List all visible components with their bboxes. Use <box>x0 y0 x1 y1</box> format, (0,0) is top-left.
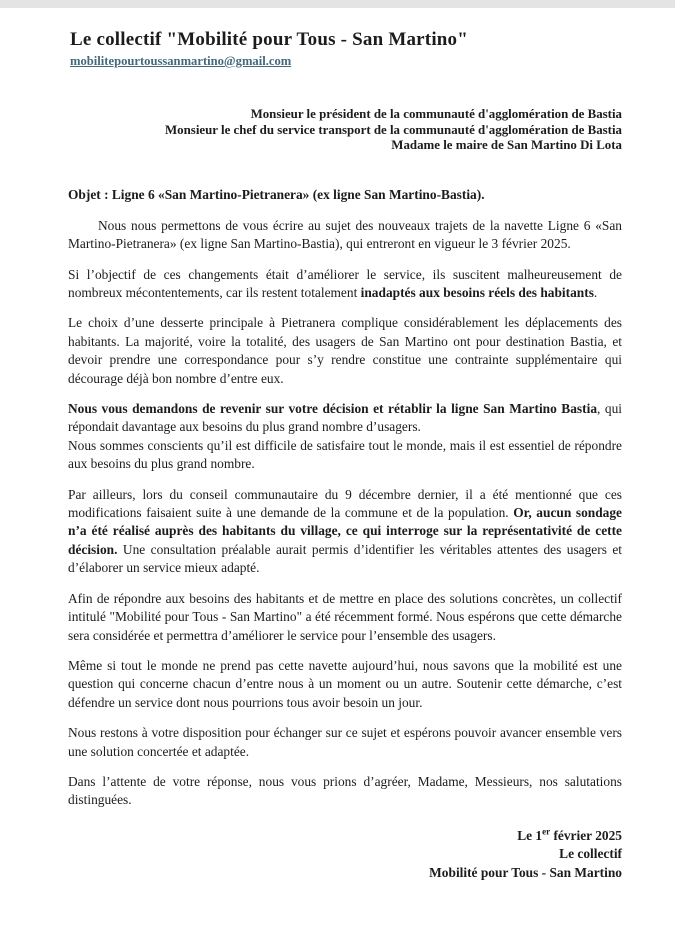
paragraph <box>68 314 622 388</box>
ordinal-superscript: er <box>542 826 551 837</box>
recipient-line: Monsieur le chef du service transport de la communauté d'agglomération de Bastia <box>165 122 622 137</box>
subject-line: Objet : Ligne 6 «San Martino-Pietranera» (ex ligne San Martino-Bastia). <box>68 186 485 202</box>
scan-top-band <box>0 0 675 8</box>
paragraph <box>68 266 622 303</box>
text-segment: Même si tout le monde ne prend pas cette navette aujourd’hui, nous savons que la mobilité est une question qui concerne chacun d’entre nous à un moment ou un autre. Soutenir cette démarche, c’est défendre un service dont nous pourrions tous avoir besoin un jour. <box>68 657 622 710</box>
text-segment: . <box>593 285 598 300</box>
recipients-block <box>68 107 622 154</box>
recipient-line: Madame le maire de San Martino Di Lota <box>391 138 622 153</box>
letter-body <box>68 217 622 810</box>
text-segment: Le choix d’une desserte principale à Pietranera complique considérablement les déplacements des habitants. La majorité, voire la totalité, des usagers de San Martino ont pour destination Bastia, et devoir prendre une correspondance pour s’y rendre constitue une contrainte supplémentaire qui décourage déjà bon nombre d’entre eux. <box>68 315 622 386</box>
paragraph <box>68 217 622 254</box>
text-segment: , qui répondait davantage aux besoins du plus grand nombre d’usagers. <box>68 401 622 435</box>
paragraph <box>68 724 622 761</box>
text-segment: Afin de répondre aux besoins des habitants et de mettre en place des solutions concrètes, un collectif intitulé "Mobilité pour Tous - San Martino" a été récemment formé. Nous espérons que cette démarche sera considérée et permettra d’améliorer le service pour l’ensemble des usagers. <box>68 590 622 643</box>
text-segment: Nous nous permettons de vous écrire au sujet des nouveaux trajets de la navette Ligne 6 «San Martino-Pietranera» (ex ligne San Martino-Bastia), qui entreront en vigueur le 3 février 2025. <box>68 217 622 252</box>
bold-text-segment: Or, aucun sondage n’a été réalisé auprès des habitants du village, ce qui interroge sur la représentativité de cette décision. <box>68 505 623 557</box>
paragraph <box>68 657 622 712</box>
signature-date: Le 1er février 2025 <box>517 826 622 843</box>
text-segment: Dans l’attente de votre réponse, nous vous prions d’agréer, Madame, Messieurs, nos salutations distinguées. <box>68 773 622 808</box>
signature-block <box>68 827 622 883</box>
text-segment: Par ailleurs, lors du conseil communautaire du 9 décembre dernier, il a été mentionné que ces modifications faisaient suite à une demande de la commune et de la population. <box>68 486 622 521</box>
paragraph <box>68 400 622 474</box>
email-link[interactable]: mobilitepourtoussanmartino@gmail.com <box>70 54 292 68</box>
letter-page <box>0 8 675 883</box>
paragraph <box>68 486 622 578</box>
paragraph <box>68 773 622 810</box>
email-line <box>70 52 622 70</box>
signature-collective: Le collectif <box>559 846 622 862</box>
signature-name: Mobilité pour Tous - San Martino <box>429 864 622 880</box>
text-segment: Si l’objectif de ces changements était d’améliorer le service, ils suscitent malheureusement de nombreux mécontentements, car ils restent totalement <box>68 266 622 300</box>
text-segment: Nous restons à votre disposition pour échanger sur ce sujet et espérons pouvoir avancer ensemble vers une solution concertée et adaptée. <box>68 725 622 759</box>
text-segment: Nous sommes conscients qu’il est difficile de satisfaire tout le monde, mais il est essentiel de répondre aux besoins du plus grand nombre. <box>68 437 622 472</box>
bold-text-segment: inadaptés aux besoins réels des habitants <box>360 285 594 300</box>
bold-text-segment: Nous vous demandons de revenir sur votre décision et rétablir la ligne San Martino Bastia <box>68 401 598 417</box>
paragraph <box>68 590 622 645</box>
text-segment: Une consultation préalable aurait permis d’identifier les véritables attentes des usagers et d’élaborer un service mieux adapté. <box>68 541 622 576</box>
page-title: Le collectif "Mobilité pour Tous - San Martino" <box>70 29 469 50</box>
recipient-line: Monsieur le président de la communauté d'agglomération de Bastia <box>250 107 622 121</box>
